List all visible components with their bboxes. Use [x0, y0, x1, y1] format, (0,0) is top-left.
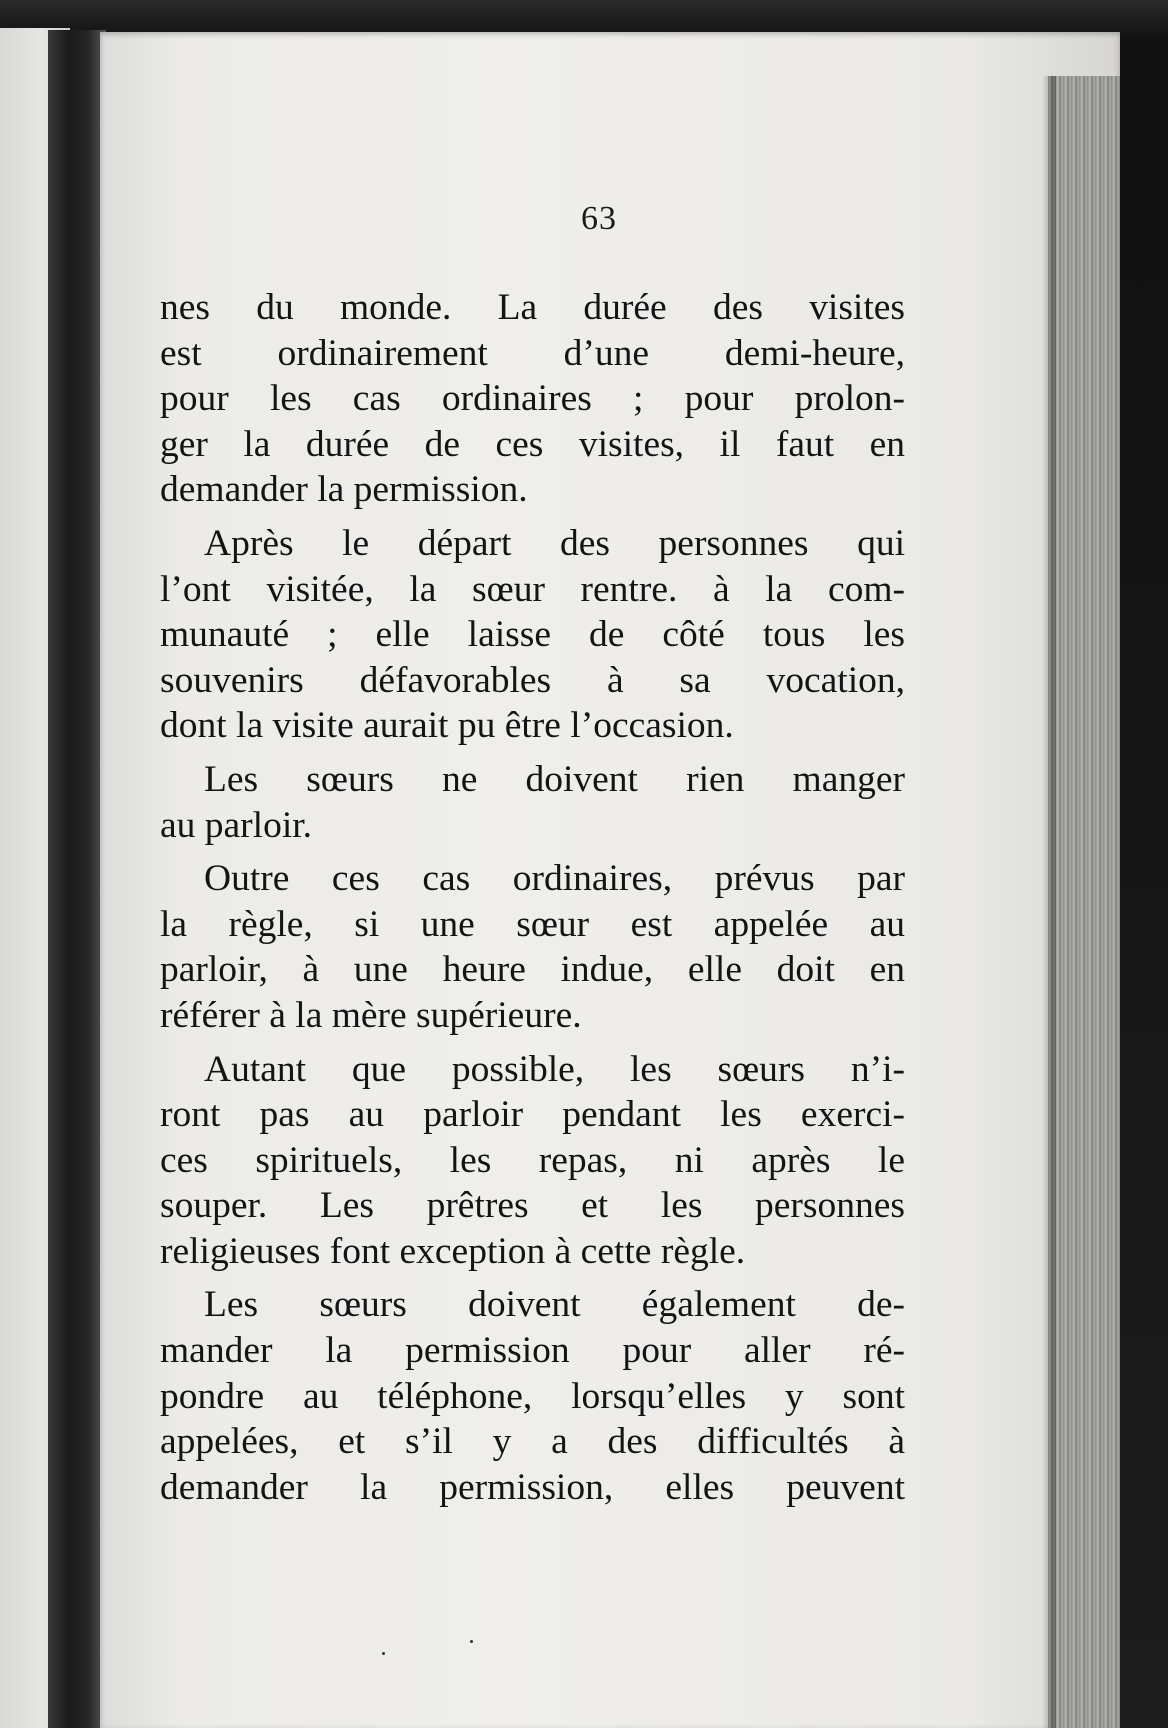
print-speck	[470, 1640, 473, 1643]
text-line: Outre ces cas ordinaires, prévus par	[204, 858, 905, 900]
paragraph	[160, 521, 905, 749]
paragraph	[160, 1282, 905, 1510]
text-line: appelées, et s’il y a des difficultés à	[160, 1421, 905, 1463]
paragraph-gap	[160, 1274, 905, 1282]
text-line: souper. Les prêtres et les personnes	[160, 1185, 905, 1227]
text-line: pondre au téléphone, lorsqu’elles y sont	[160, 1375, 905, 1417]
text-line: mander la permission pour aller ré-	[160, 1330, 905, 1372]
text-line: ront pas au parloir pendant les exerci-	[160, 1094, 905, 1136]
page-number: 63	[581, 200, 617, 237]
text-line: demander la permission, elles peuvent	[160, 1466, 905, 1508]
print-speck	[382, 1652, 385, 1655]
fore-edge-shadow	[1042, 76, 1056, 1728]
book-spine-shadow	[48, 30, 106, 1728]
text-line: parloir, à une heure indue, elle doit en	[160, 949, 905, 991]
text-line: Autant que possible, les sœurs n’i-	[204, 1048, 905, 1090]
text-line: référer à la mère supérieure.	[160, 994, 582, 1036]
paragraph	[160, 285, 905, 513]
text-line: nes du monde. La durée des visites	[160, 287, 905, 328]
text-line: souvenirs défavorables à sa vocation,	[160, 659, 905, 701]
paragraph	[160, 1047, 905, 1275]
text-line: dont la visite aurait pu être l’occasion.	[160, 705, 734, 747]
text-line: Les sœurs doivent également de-	[204, 1284, 905, 1326]
body-text	[160, 285, 905, 1510]
text-line: pour les cas ordinaires ; pour prolon-	[160, 378, 905, 420]
paragraph-gap	[160, 1039, 905, 1047]
text-line: au parloir.	[160, 804, 313, 846]
paragraph	[160, 856, 905, 1038]
text-line: l’ont visitée, la sœur rentre. à la com-	[160, 568, 905, 610]
text-line: la règle, si une sœur est appelée au	[160, 903, 905, 945]
paragraph	[160, 757, 905, 848]
text-line: demander la permission.	[160, 469, 528, 511]
paragraph-gap	[160, 513, 905, 521]
text-line: Après le départ des personnes qui	[204, 522, 905, 564]
text-line: Les sœurs ne doivent rien manger	[204, 758, 905, 800]
text-line: est ordinairement d’une demi-heure,	[160, 332, 905, 374]
paragraph-gap	[160, 848, 905, 856]
text-line: ger la durée de ces visites, il faut en	[160, 423, 905, 465]
paragraph-gap	[160, 749, 905, 757]
text-line: religieuses font exception à cette règle.	[160, 1230, 746, 1272]
text-line: ces spirituels, les repas, ni après le	[160, 1139, 905, 1181]
page-fore-edge	[1048, 76, 1120, 1728]
text-line: munauté ; elle laisse de côté tous les	[160, 614, 905, 656]
